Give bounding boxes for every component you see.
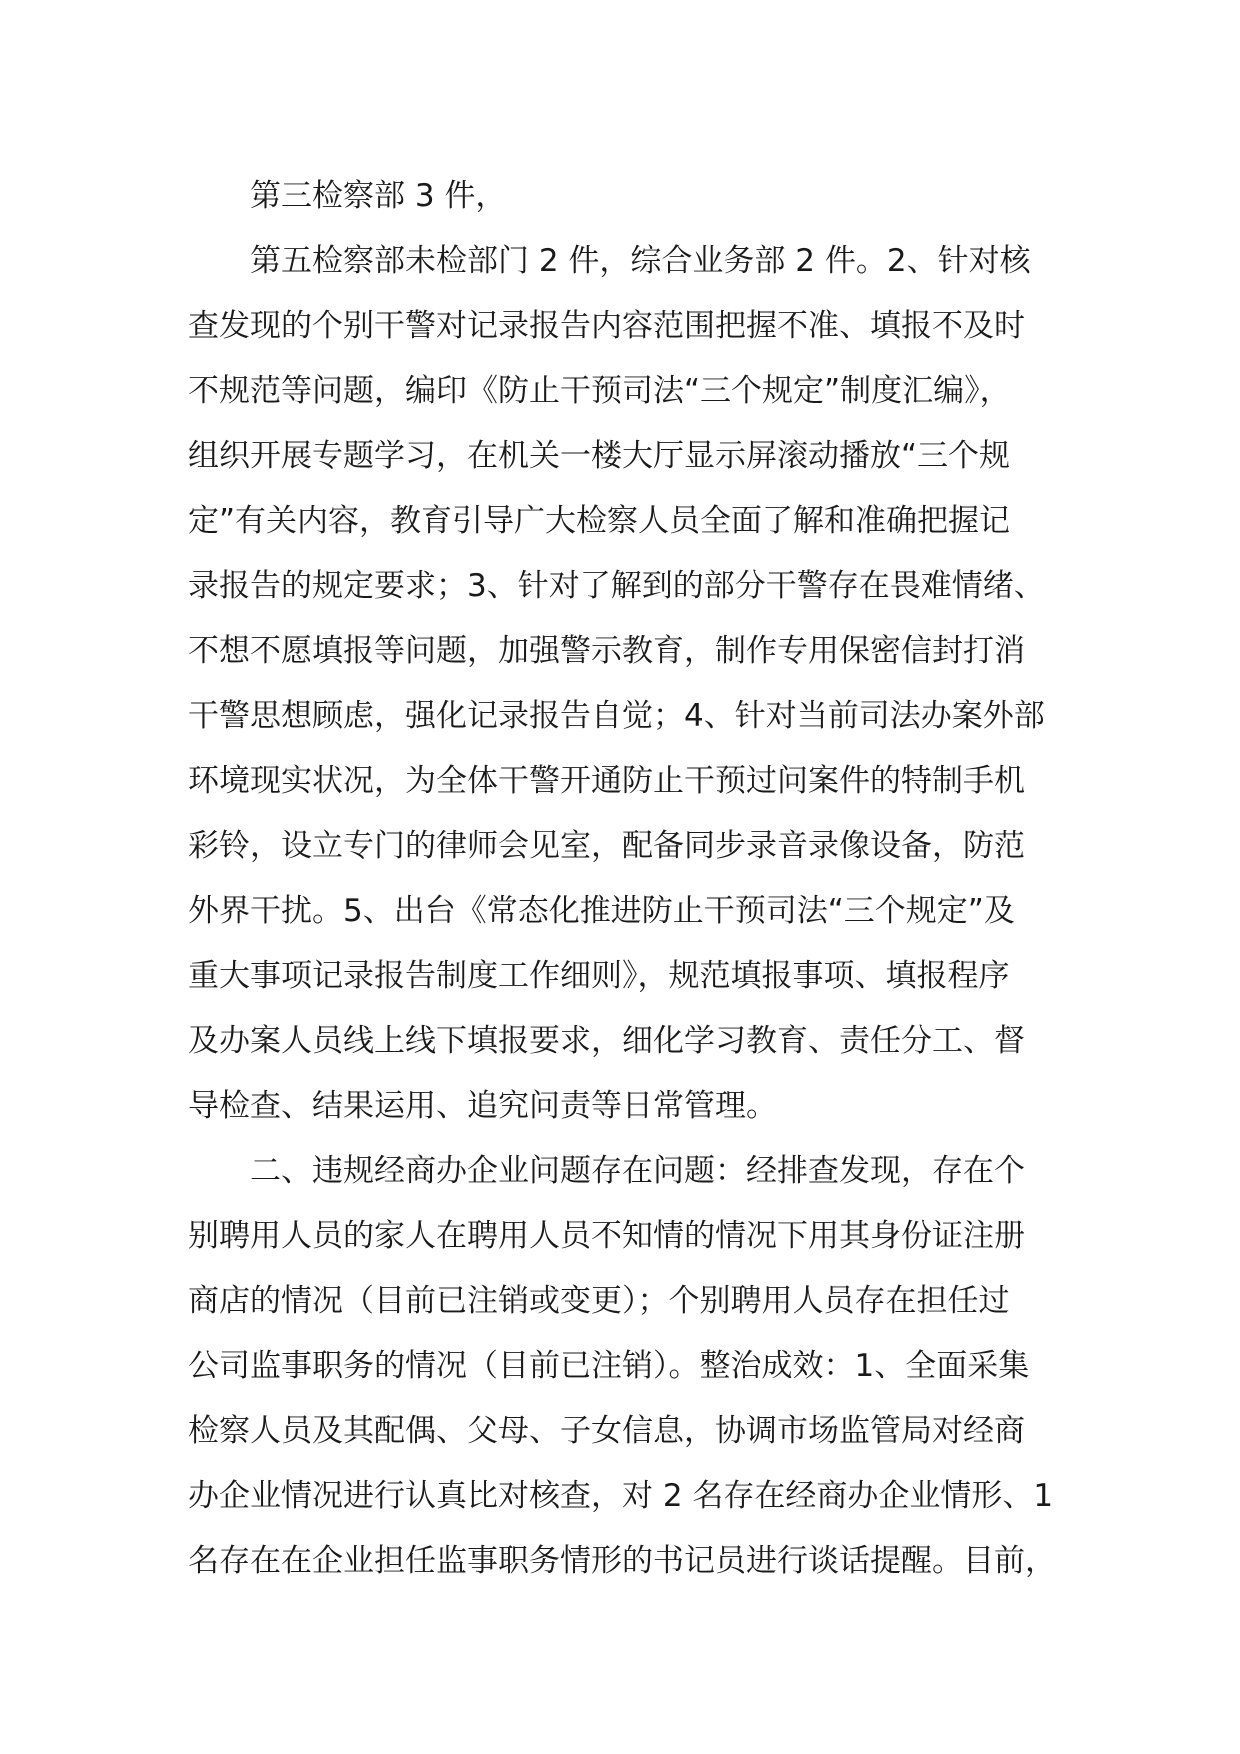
paragraph-line: 检察人员及其配偶、父母、子女信息，协调市场监管局对经商 — [188, 1413, 1025, 1449]
document-body — [188, 164, 1056, 1594]
paragraph-line: 查发现的个别干警对记录报告内容范围把握不准、填报不及时 — [188, 308, 1025, 344]
paragraph-line: 商店的情况（目前已注销或变更）；个别聘用人员存在担任过 — [188, 1283, 1010, 1319]
paragraph-line: 组织开展专题学习，在机关一楼大厅显示屏滚动播放“三个规 — [188, 438, 1011, 474]
paragraph-line: 及办案人员线上线下填报要求，细化学习教育、责任分工、督 — [188, 1023, 1025, 1059]
paragraph-line: 名存在在企业担任监事职务情形的书记员进行谈话提醒。目前， — [188, 1543, 1056, 1579]
paragraph-line: 干警思想顾虑，强化记录报告自觉；4、针对当前司法办案外部 — [188, 698, 1045, 734]
paragraph-line: 定”有关内容，教育引导广大检察人员全面了解和准确把握记 — [188, 503, 1011, 539]
paragraph-line: 录报告的规定要求；3、针对了解到的部分干警存在畏难情绪、 — [188, 568, 1045, 604]
paragraph-line: 不想不愿填报等问题，加强警示教育，制作专用保密信封打消 — [188, 633, 1025, 669]
paragraph-line: 办企业情况进行认真比对核查，对 2 名存在经商办企业情形、1 — [188, 1478, 1054, 1514]
paragraph-line: 公司监事职务的情况（目前已注销）。整治成效：1、全面采集 — [188, 1348, 1030, 1384]
paragraph-line: 彩铃，设立专门的律师会见室，配备同步录音录像设备，防范 — [188, 828, 1025, 864]
paragraph-line: 第三检察部 3 件， — [250, 178, 507, 214]
paragraph-line: 不规范等问题，编印《防止干预司法“三个规定”制度汇编》， — [188, 373, 1011, 409]
paragraph-line: 别聘用人员的家人在聘用人员不知情的情况下用其身份证注册 — [188, 1218, 1025, 1254]
paragraph-line: 环境现实状况，为全体干警开通防止干预过问案件的特制手机 — [188, 763, 1025, 799]
paragraph-line: 二、违规经商办企业问题存在问题：经排查发现，存在个 — [250, 1153, 1025, 1189]
paragraph-line: 外界干扰。5、出台《常态化推进防止干预司法“三个规定”及 — [188, 893, 1015, 929]
paragraph-line: 重大事项记录报告制度工作细则》，规范填报事项、填报程序 — [188, 958, 1010, 994]
paragraph-line: 导检查、结果运用、追究问责等日常管理。 — [188, 1088, 777, 1124]
paragraph-line: 第五检察部未检部门 2 件，综合业务部 2 件。2、针对核 — [250, 243, 1031, 279]
